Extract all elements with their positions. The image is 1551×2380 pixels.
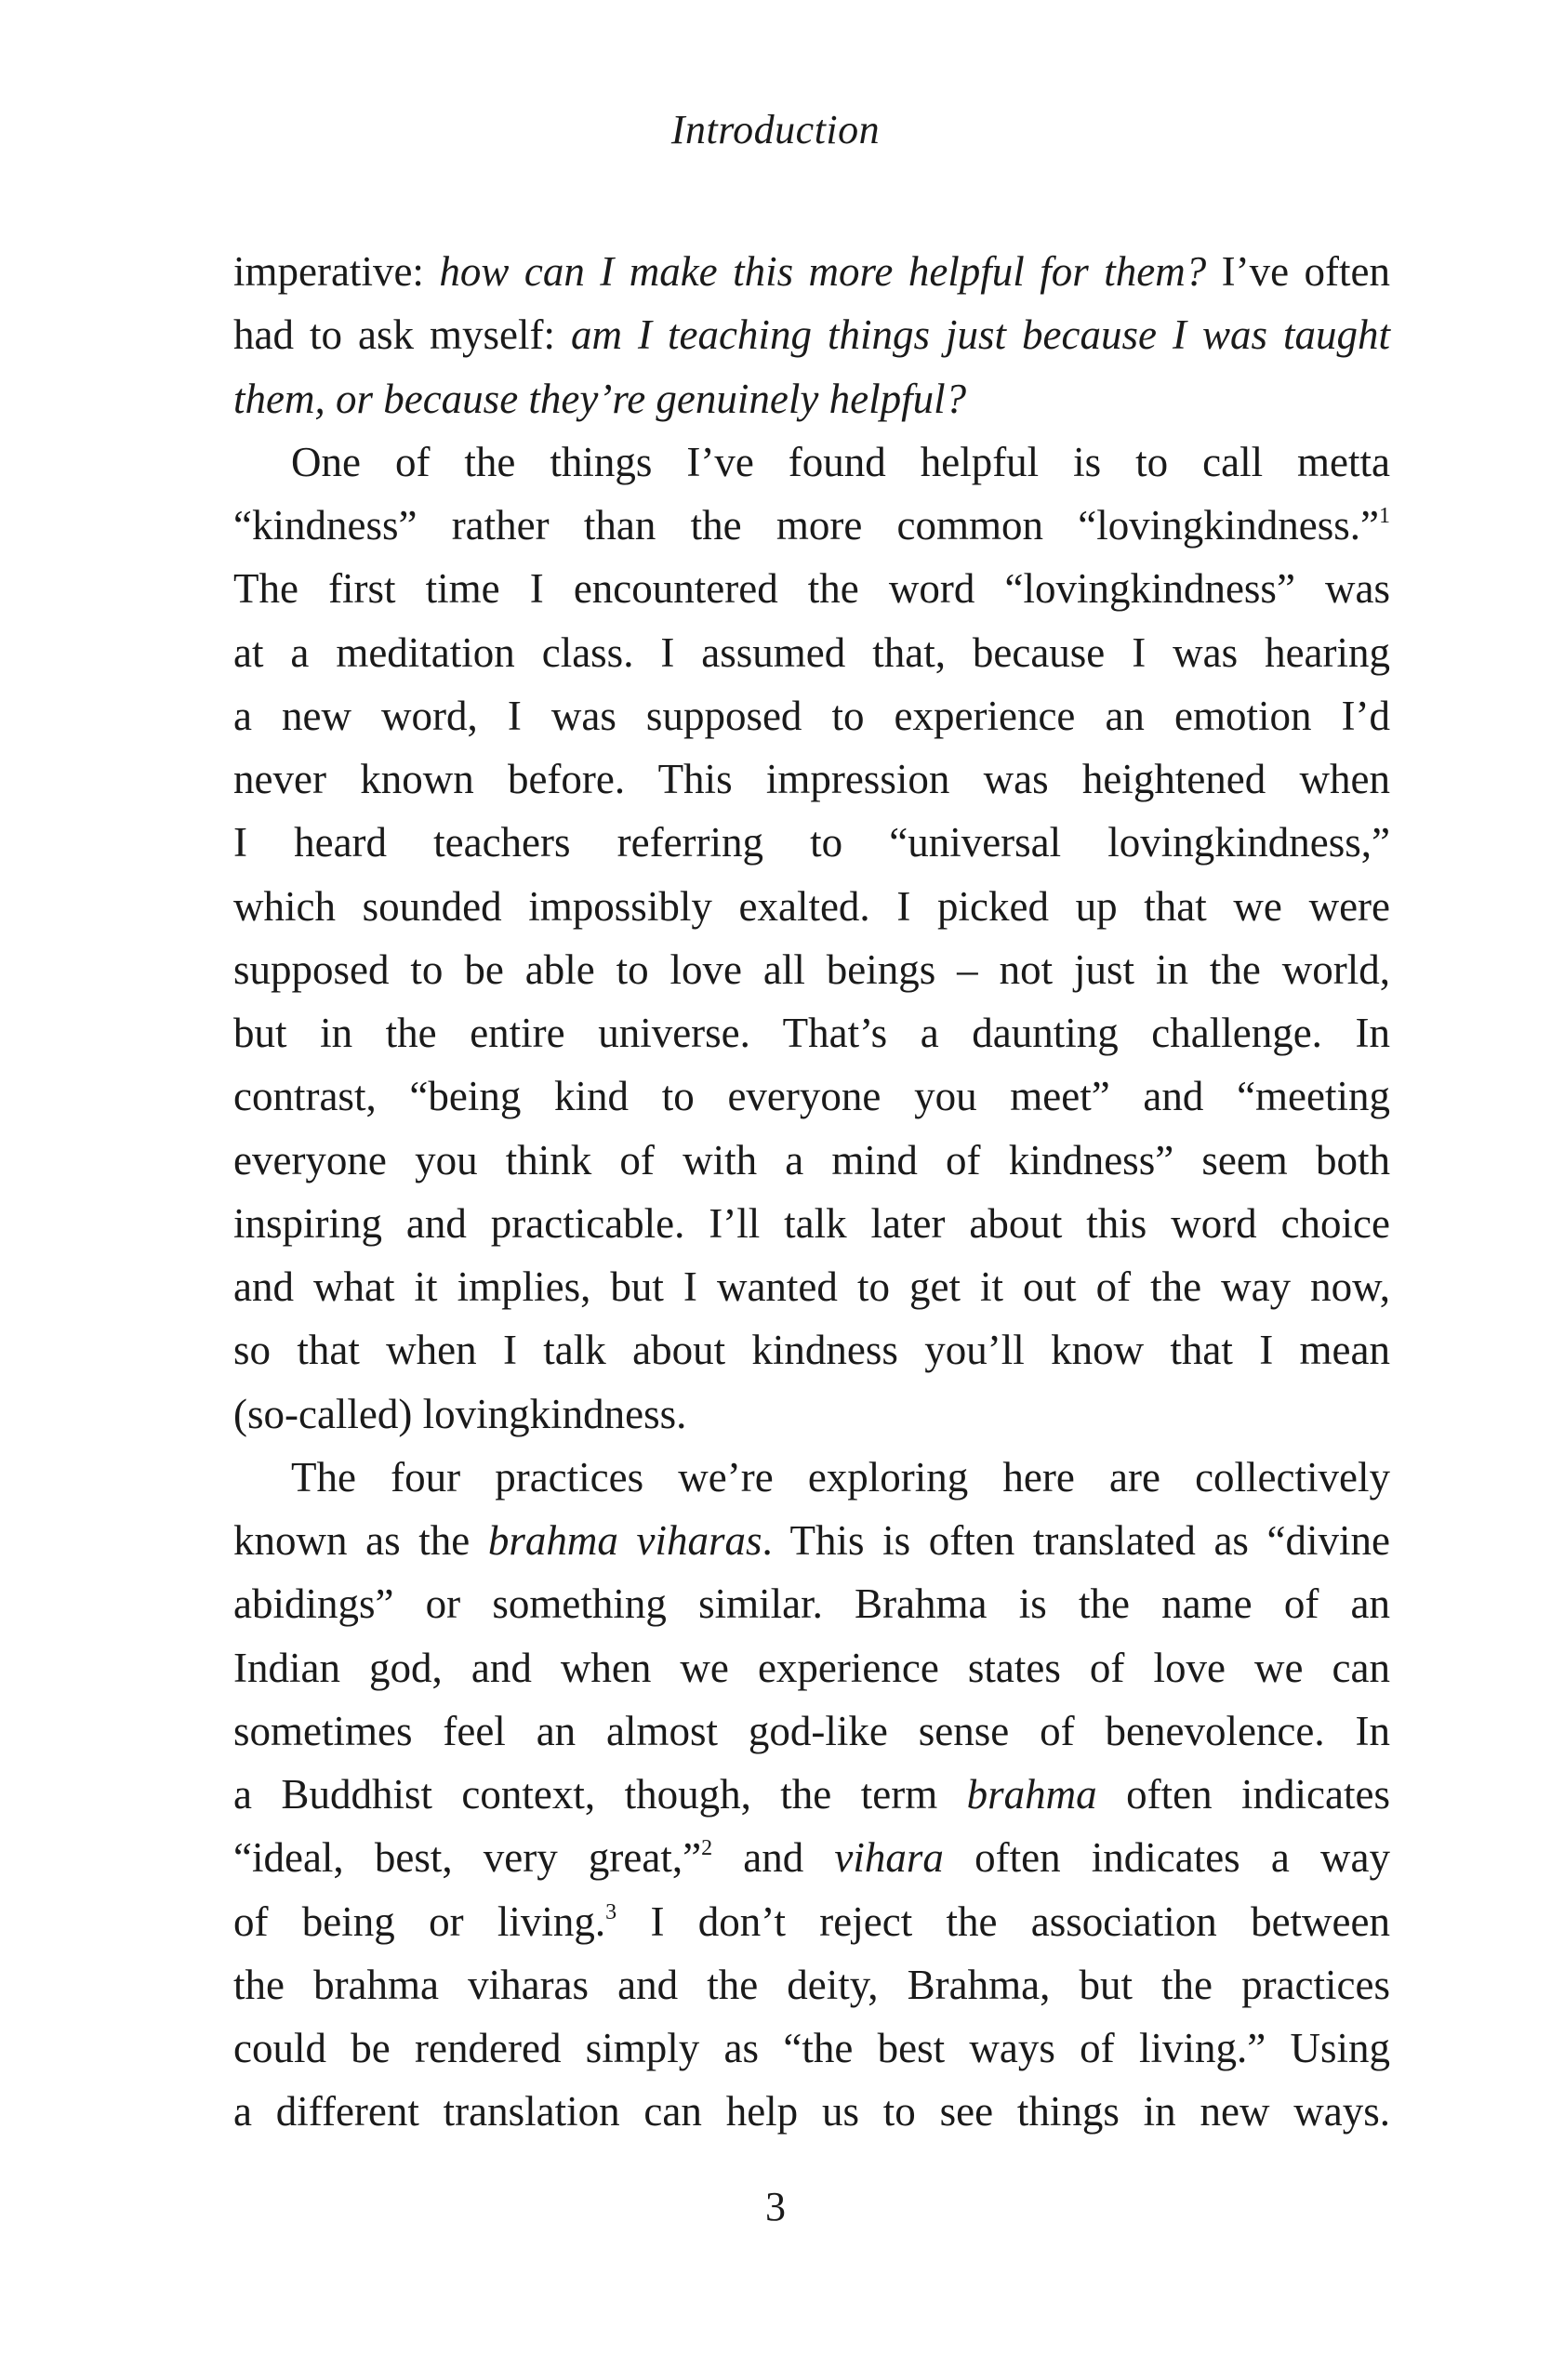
text-line: sometimes feel an almost god-like sense of benevolence. In xyxy=(233,1707,1390,1754)
paragraph xyxy=(233,1446,1390,2144)
text-line: which sounded impossibly exalted. I picked up that we were xyxy=(233,882,1390,930)
text-line: Indian god, and when we experience states of love we can xyxy=(233,1644,1390,1691)
text-line: “ideal, best, very great,”$^2$ and vihara often indicates a way xyxy=(233,1834,1390,1882)
text-line: never known before. This impression was heightened when xyxy=(233,756,1390,802)
text-line: imperative: how can I make this more helpful for them? I’ve often xyxy=(233,248,1391,295)
footnote-marker: 3 xyxy=(605,1899,617,1924)
running-header: Introduction xyxy=(670,107,881,152)
text-line: I heard teachers referring to “universal lovingkindness,” xyxy=(233,819,1390,866)
text-line: them, or because they’re genuinely helpful? xyxy=(233,375,967,422)
text-line: the brahma viharas and the deity, Brahma, but the practices xyxy=(233,1961,1390,2008)
text-line: everyone you think of with a mind of kindness” seem both xyxy=(233,1136,1390,1183)
text-line: (so-called) lovingkindness. xyxy=(233,1390,687,1437)
body-text xyxy=(233,240,1390,2144)
text-line: contrast, “being kind to everyone you meet” and “meeting xyxy=(233,1073,1390,1120)
text-line: so that when I talk about kindness you’ll know that I mean xyxy=(233,1327,1390,1374)
italic-phrase: how can I make this more helpful for them? xyxy=(439,248,1207,295)
text-line: had to ask myself: am I teaching things just because I was taught xyxy=(233,311,1390,359)
text-line: inspiring and practicable. I’ll talk later about this word choice xyxy=(233,1199,1390,1247)
text-line: abidings” or something similar. Brahma is the name of an xyxy=(233,1580,1390,1628)
footnote-marker: 1 xyxy=(1379,504,1390,528)
text-line: and what it implies, but I wanted to get it out of the way now, xyxy=(233,1263,1390,1310)
text-line: The first time I encountered the word “lovingkindness” was xyxy=(233,565,1390,613)
text-line: could be rendered simply as “the best ways of living.” Using xyxy=(233,2025,1390,2071)
italic-term: brahma viharas xyxy=(487,1517,762,1564)
text-line: a Buddhist context, though, the term brahma often indicates xyxy=(233,1771,1390,1818)
text-line: a new word, I was supposed to experience an emotion I’d xyxy=(233,692,1390,739)
italic-phrase: am I teaching things just because I was taught xyxy=(570,311,1390,359)
text-line: at a meditation class. I assumed that, because I was hearing xyxy=(233,628,1390,676)
italic-term: brahma xyxy=(966,1771,1097,1818)
text-line: The four practices we’re exploring here are collectively xyxy=(291,1453,1390,1501)
paragraph xyxy=(233,240,1390,430)
text-line: but in the entire universe. That’s a daunting challenge. In xyxy=(233,1010,1390,1056)
text-line: supposed to be able to love all beings – not just in the world, xyxy=(233,945,1390,993)
text-line: of being or living.$^3$ I don’t reject the association between xyxy=(233,1897,1390,1945)
text-line: known as the brahma viharas. This is often translated as “divine xyxy=(233,1517,1391,1564)
paragraph xyxy=(233,430,1390,1446)
text-line: a different translation can help us to see things in new ways. xyxy=(233,2088,1390,2135)
footnote-marker: 2 xyxy=(701,1836,713,1861)
page-number: 3 xyxy=(765,2184,786,2229)
text-line: One of the things I’ve found helpful is to call metta xyxy=(291,438,1390,485)
italic-term: vihara xyxy=(834,1834,944,1882)
text-line: “kindness” rather than the more common “lovingkindness.”$^1$ xyxy=(233,502,1390,549)
